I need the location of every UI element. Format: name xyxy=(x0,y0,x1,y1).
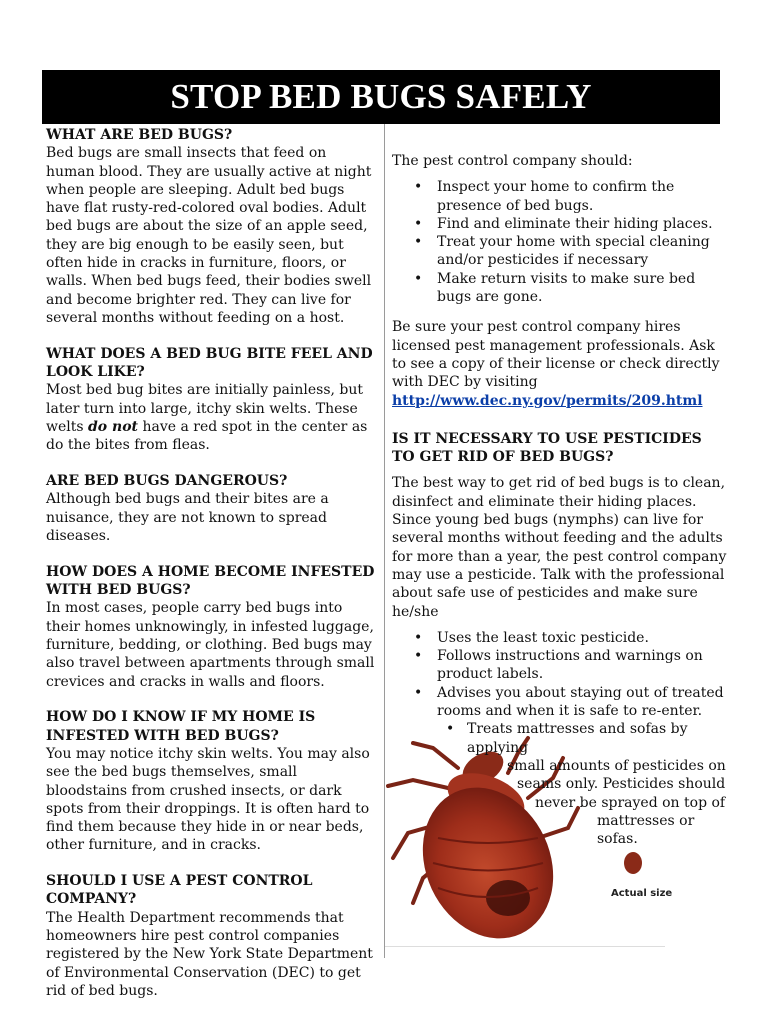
list-item: • Advises you about staying out of treated rooms and when it is safe to re-enter. xyxy=(392,684,728,721)
section-bite xyxy=(46,345,378,455)
section-pest-control xyxy=(46,872,378,1000)
heading: WHAT ARE BED BUGS? xyxy=(46,127,233,143)
heading: SHOULD I USE A PEST CONTROL COMPANY? xyxy=(46,873,313,908)
image-bottom-rule xyxy=(385,946,665,947)
actual-size-caption: Actual size xyxy=(611,888,673,899)
page-title: STOP BED BUGS SAFELY xyxy=(42,70,720,124)
license-text: Be sure your pest control company hires licensed pest management professionals. Ask to see a copy of their license or check directly with DEC by visiting xyxy=(392,319,720,391)
heading: ARE BED BUGS DANGEROUS? xyxy=(46,473,288,490)
intro-text: The pest control company should: xyxy=(392,153,633,169)
list-item: • Inspect your home to confirm the presence of bed bugs. xyxy=(392,178,728,215)
section-what-are xyxy=(46,126,378,327)
body-text: Although bed bugs and their bites are a nuisance, they are not known to spread diseases. xyxy=(46,491,329,544)
list-item: • Find and eliminate their hiding places. xyxy=(392,215,728,233)
body-text: Most bed bug bites are initially painless, but later turn into large, itchy skin welts. These welts do not have a red spot in the center as do the bites from fleas. xyxy=(46,382,368,454)
heading: WHAT DOES A BED BUG BITE FEEL AND LOOK LIKE? xyxy=(46,345,373,381)
dec-permit-link[interactable]: http://www.dec.ny.gov/permits/209.html xyxy=(392,392,703,409)
section-know xyxy=(46,708,378,854)
section-dangerous xyxy=(46,472,378,545)
heading: IS IT NECESSARY TO USE PESTICIDES TO GET RID OF BED BUGS? xyxy=(392,430,702,466)
heading: HOW DOES A HOME BECOME INFESTED WITH BED BUGS? xyxy=(46,563,375,599)
body-text: Bed bugs are small insects that feed on human blood. They are usually active at night when people are sleeping. Adult bed bugs have flat rusty-red-colored oval bodies. Adult bed bugs are about the size of an apple seed, they are big enough to be easily seen, but often hide in cracks in furniture, floors, or walls. When bed bugs feed, their bodies swell and become brighter red. They can live for several months without feeding on a host. xyxy=(46,145,372,326)
sub-item-line: seams only. Pesticides should xyxy=(517,776,726,793)
list-item: • Uses the least toxic pesticide. xyxy=(392,629,728,647)
section-infested xyxy=(46,563,378,691)
list-item: • Treat your home with special cleaning and/or pesticides if necessary xyxy=(392,233,728,270)
body-text: In most cases, people carry bed bugs into their homes unknowingly, in infested luggage, furniture, bedding, or clothing. Bed bugs may also travel between apartments through small crevices and cracks in walls and floors. xyxy=(46,600,375,690)
actual-size-bug-icon xyxy=(624,852,642,874)
sub-item-line: mattresses or sofas. xyxy=(597,812,695,848)
right-column xyxy=(392,152,728,848)
body-text: The Health Department recommends that homeowners hire pest control companies registered by the New York State Department of Environmental Conservation (DEC) to get rid of bed bugs. xyxy=(46,909,373,999)
sub-item-first-line: Treats mattresses and sofas by applying xyxy=(467,721,688,756)
emphasis: do not xyxy=(88,418,138,435)
license-section xyxy=(392,318,728,409)
sub-item-line: never be sprayed on top of xyxy=(535,794,726,811)
list-item: • Follows instructions and warnings on product labels. xyxy=(392,647,728,684)
sub-list-item xyxy=(392,720,729,848)
sub-item-line: small amounts of pesticides on xyxy=(507,757,726,774)
pesticide-list xyxy=(392,629,728,720)
body-text: You may notice itchy skin welts. You may also see the bed bugs themselves, small bloodstains from crushed insects, or dark spots from their droppings. It is often hard to find them because they hide in or near beds, other furniture, and in cracks. xyxy=(46,745,370,854)
heading: HOW DO I KNOW IF MY HOME IS INFESTED WITH BED BUGS? xyxy=(46,709,316,744)
list-item: • Make return visits to make sure bed bugs are gone. xyxy=(392,270,728,307)
company-list xyxy=(392,178,728,306)
left-column xyxy=(46,126,378,1018)
body-text: The best way to get rid of bed bugs is to clean, disinfect and eliminate their hiding places. Since young bed bugs (nymphs) can live for several months without feeding and the adults for more than a year, the pest control company may use a pesticide. Talk with the professional about safe use of pesticides and make sure he/she xyxy=(392,475,727,620)
